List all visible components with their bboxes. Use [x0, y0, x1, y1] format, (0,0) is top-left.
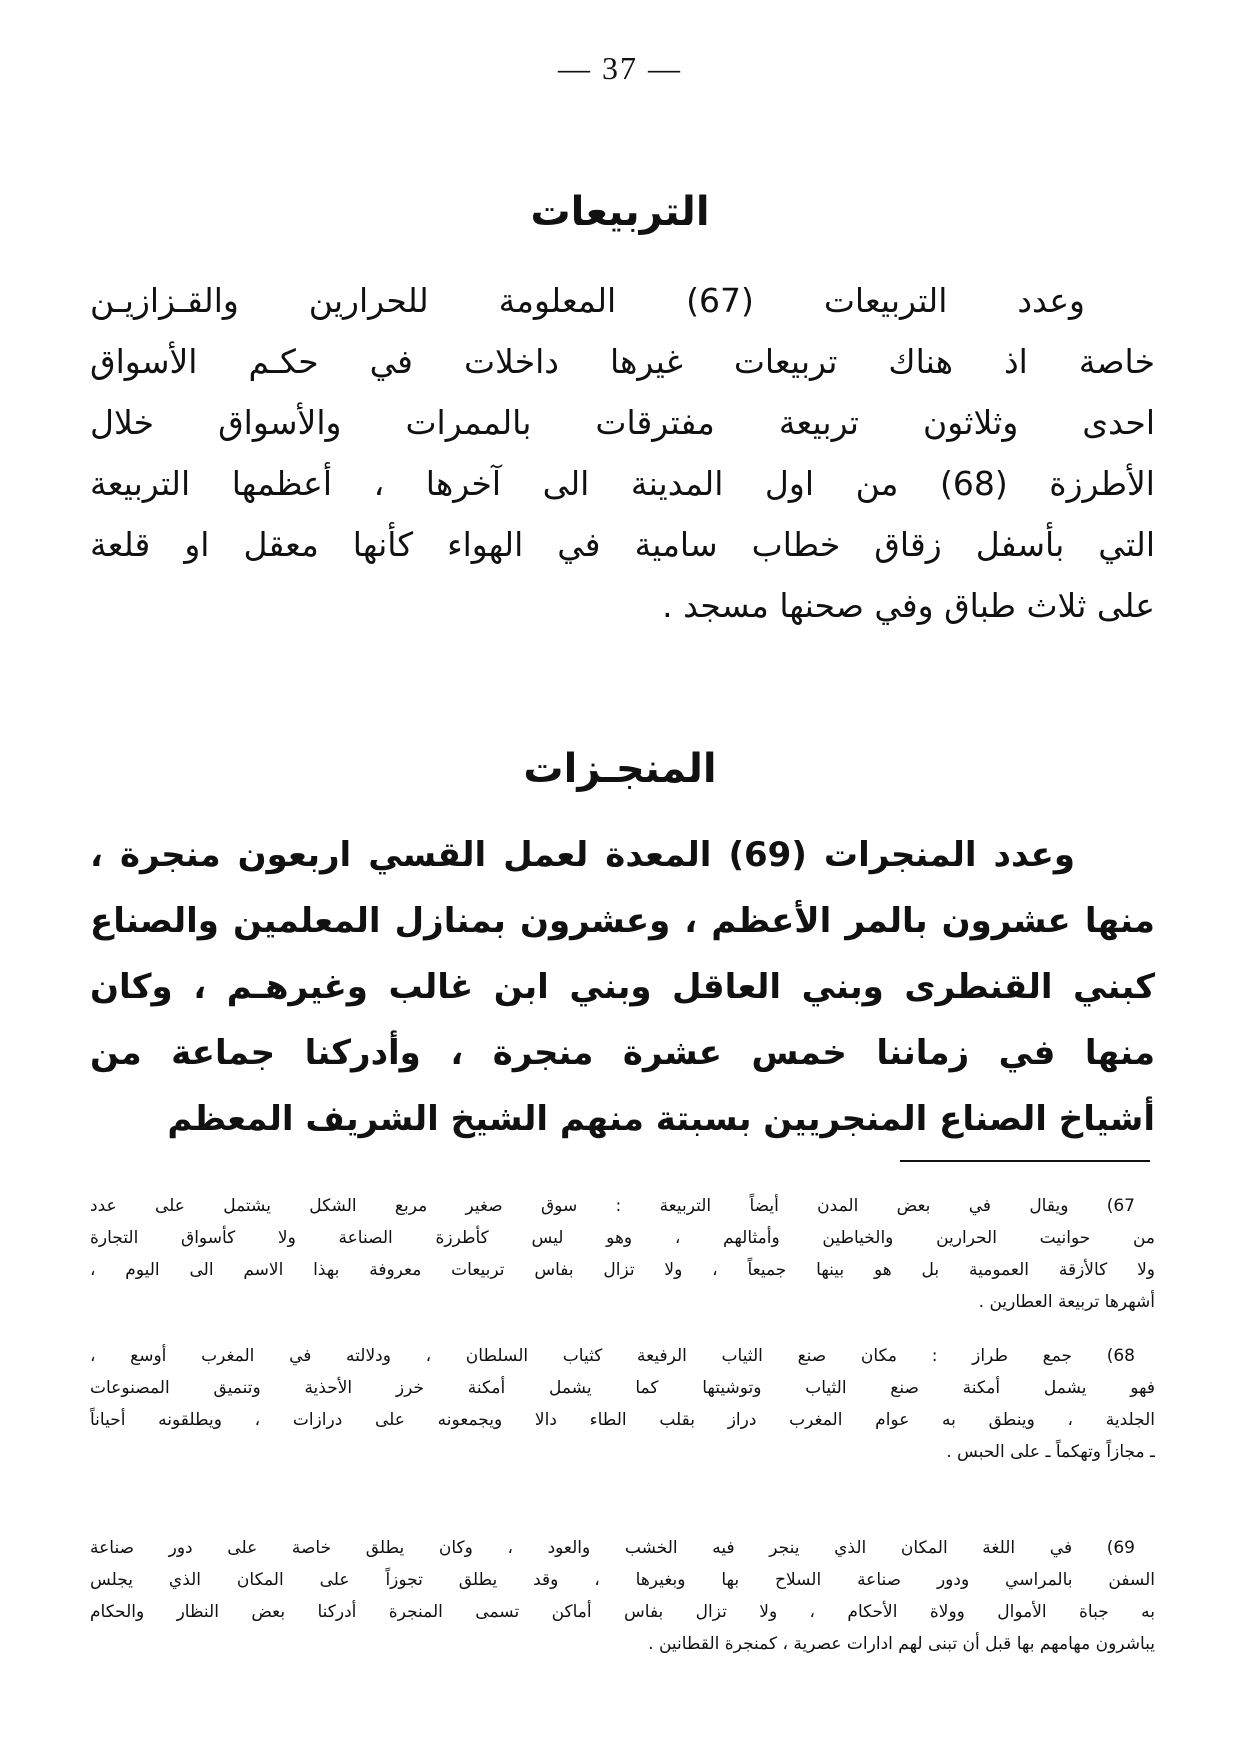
footnote-line: 67) ويقال في بعض المدن أيضاً التربيعة : سوق صغير مربع الشكل يشتمل على عدد [90, 1196, 1135, 1216]
text-line: التي بأسفل زقاق خطاب سامية في الهواء كأنها معقل او قلعة [90, 525, 1155, 564]
footnote-line: يباشرون مهامهم بها قبل أن تبنى لهم ادارات عصرية ، كمنجرة القطانين . [648, 1634, 1155, 1654]
footnote-line: من حوانيت الحرارين والخياطين وأمثالهم ، وهو ليس كأطرزة الصناعة ولا كأسواق التجارة [90, 1228, 1155, 1248]
paragraph-tarbiaat [90, 270, 1155, 636]
footnote-67 [90, 1190, 1155, 1318]
footnote-line: 68) جمع طراز : مكان صنع الثياب الرفيعة كثياب السلطان ، ودلالته في المغرب أوسع ، [90, 1346, 1135, 1366]
paragraph-manjazat [90, 822, 1155, 1152]
footnote-68 [90, 1340, 1155, 1468]
text-line: وعدد المنجرات (69) المعدة لعمل القسي اربعون منجرة ، [90, 835, 1075, 875]
footnote-divider [900, 1160, 1150, 1162]
footnote-line: ولا كالأزقة العمومية بل هو بينها جميعاً ، ولا تزال بفاس تربيعات معروفة بهذا الاسم الى اليوم ، [90, 1260, 1155, 1280]
footnote-line: الجلدية ، وينطق به عوام المغرب دراز بقلب الطاء دالا ويجمعونه على درازات ، ويطلقونه أحياناً [90, 1410, 1155, 1430]
text-line: الأطرزة (68) من اول المدينة الى آخرها ، أعظمها التربيعة [90, 464, 1155, 503]
footnote-line: 69) في اللغة المكان الذي ينجر فيه الخشب والعود ، وكان يطلق خاصة على دور صناعة [90, 1538, 1135, 1558]
text-line: كبني القنطرى وبني العاقل وبني ابن غالب وغيرهـم ، وكان [90, 967, 1155, 1007]
footnote-69 [90, 1532, 1155, 1660]
text-line: احدى وثلاثون تربيعة مفترقات بالممرات والأسواق خلال [90, 403, 1155, 442]
footnote-line: أشهرها تربيعة العطارين . [978, 1292, 1155, 1312]
text-line: منها في زماننا خمس عشرة منجرة ، وأدركنا جماعة من [90, 1033, 1155, 1073]
text-line: أشياخ الصناع المنجريين بسبتة منهم الشيخ الشريف المعظم [167, 1099, 1155, 1139]
footnote-line: فهو يشمل أمكنة صنع الثياب وتوشيتها كما يشمل أمكنة خرز الأحذية وتنميق المصنوعات [90, 1378, 1155, 1398]
text-line: خاصة اذ هناك تربيعات غيرها داخلات في حكـم الأسواق [90, 342, 1155, 381]
page-number: — 37 — [558, 50, 682, 86]
section-title-tarbiaat: التربيعات [530, 188, 710, 235]
text-line: منها عشرون بالمر الأعظم ، وعشرون بمنازل المعلمين والصناع [90, 901, 1155, 941]
text-line: وعدد التربيعات (67) المعلومة للحرارين والقـزازيـن [90, 281, 1085, 320]
footnote-line: ـ مجازاً وتهكماً ـ على الحبس . [946, 1442, 1155, 1462]
footnote-line: السفن بالمراسي ودور صناعة السلاح بها وبغيرها ، وقد يطلق تجوزاً على المكان الذي يجلس [90, 1570, 1155, 1590]
text-line: على ثلاث طباق وفي صحنها مسجد . [662, 586, 1155, 625]
section-title-manjazat: المنجـزات [523, 745, 717, 792]
footnote-line: به جباة الأموال وولاة الأحكام ، ولا تزال بفاس أماكن تسمى المنجرة أدركنا بعض النظار والحكام [90, 1602, 1155, 1622]
